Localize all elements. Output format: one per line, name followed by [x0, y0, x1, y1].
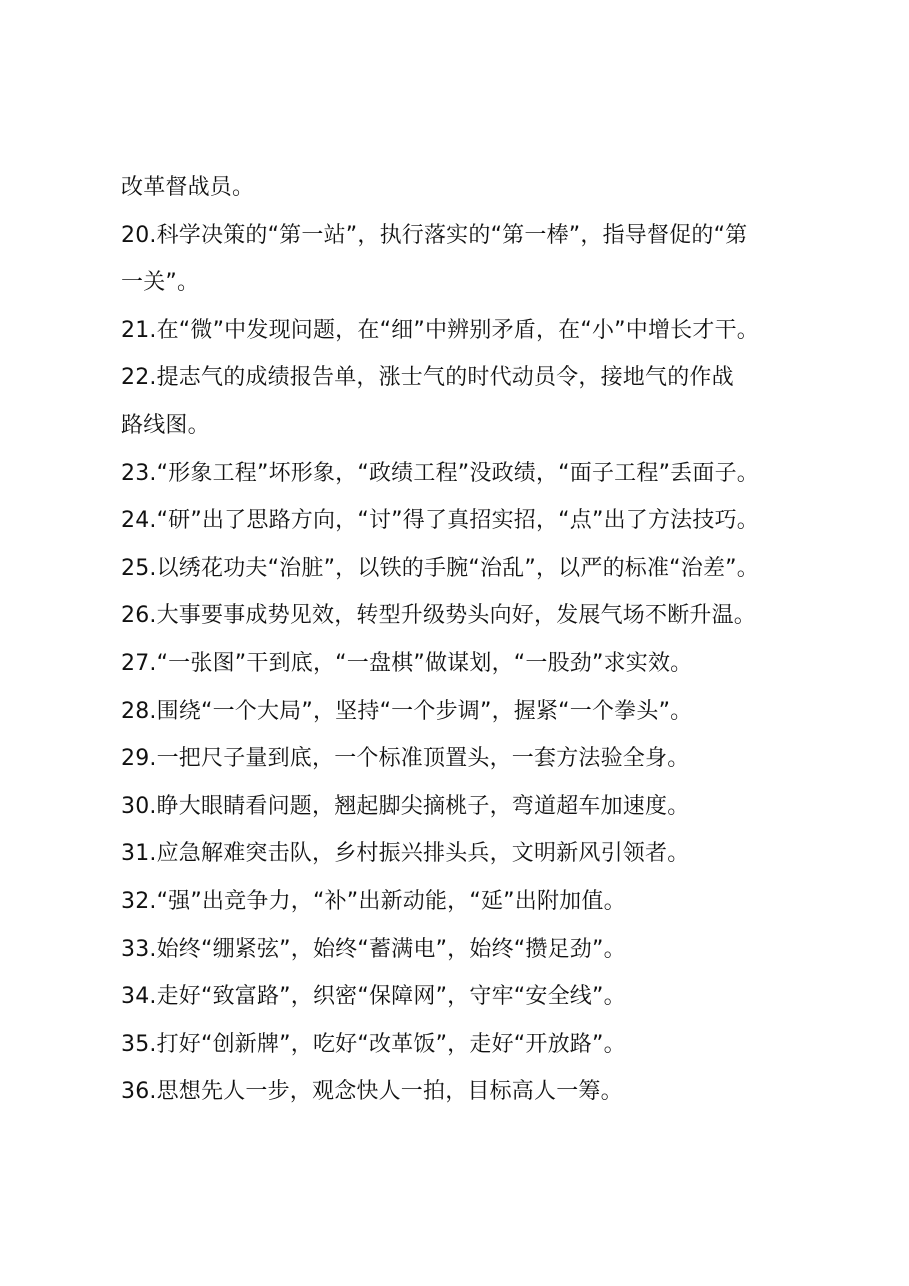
text-line: 23.“形象工程”坏形象，“政绩工程”没政绩，“面子工程”丢面子。: [121, 460, 759, 486]
text-line: 21.在“微”中发现问题，在“细”中辨别矛盾，在“小”中增长才干。: [121, 317, 759, 343]
text-line: 22.提志气的成绩报告单，涨士气的时代动员令，接地气的作战: [121, 365, 734, 391]
text-line: 35.打好“创新牌”，吃好“改革饭”，走好“开放路”。: [121, 1031, 626, 1057]
text-line: 路线图。: [121, 412, 210, 438]
text-line: 31.应急解难突击队，乡村振兴排头兵，文明新风引领者。: [121, 841, 690, 867]
text-line: 36.思想先人一步，观念快人一拍，目标高人一筹。: [121, 1079, 623, 1105]
text-line: 20.科学决策的“第一站”，执行落实的“第一棒”，指导督促的“第: [121, 222, 748, 248]
text-line: 30.睁大眼睛看问题，翘起脚尖摘桃子，弯道超车加速度。: [121, 793, 690, 819]
text-line: 24.“研”出了思路方向，“讨”得了真招实招，“点”出了方法技巧。: [121, 508, 759, 534]
text-line: 一关”。: [121, 270, 200, 296]
text-line: 改革督战员。: [121, 175, 255, 200]
text-line: 34.走好“致富路”，织密“保障网”，守牢“安全线”。: [121, 984, 626, 1010]
text-line: 25.以绣花功夫“治脏”，以铁的手腕“治乱”，以严的标准“治差”。: [121, 555, 759, 581]
document-body: [121, 164, 811, 1116]
text-line: 26.大事要事成势见效，转型升级势头向好，发展气场不断升温。: [121, 603, 756, 629]
text-line: 29.一把尺子量到底，一个标准顶置头，一套方法验全身。: [121, 746, 690, 772]
text-line: 28.围绕“一个大局”，坚持“一个步调”，握紧“一个拳头”。: [121, 698, 693, 724]
text-line: 33.始终“绷紧弦”，始终“蓄满电”，始终“攒足劲”。: [121, 936, 626, 962]
text-line: 27.“一张图”干到底，“一盘棋”做谋划，“一股劲”求实效。: [121, 650, 693, 676]
text-line: 32.“强”出竞争力，“补”出新动能，“延”出附加值。: [121, 888, 626, 914]
